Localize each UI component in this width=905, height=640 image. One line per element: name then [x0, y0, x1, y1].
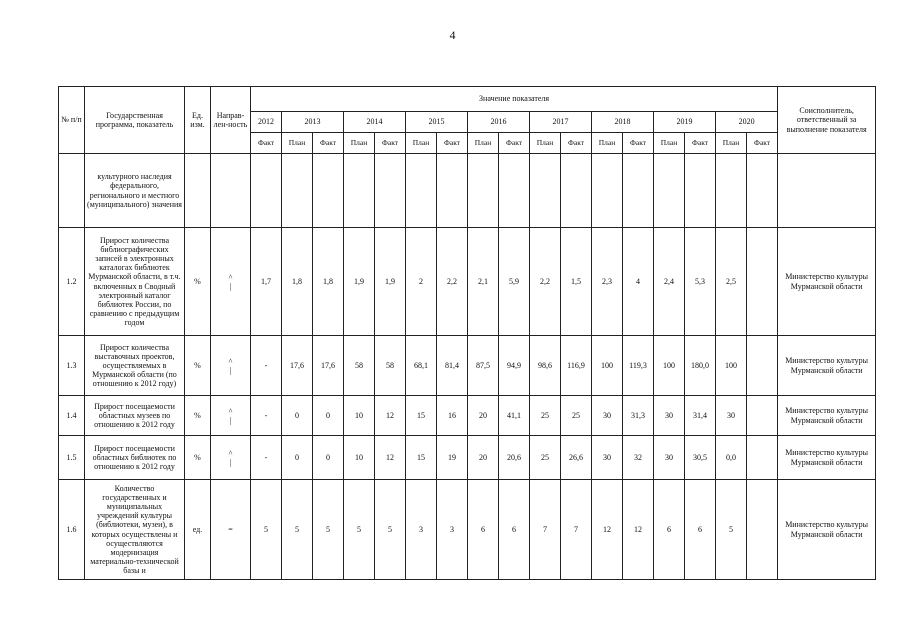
unit-cell: ед.: [185, 480, 211, 580]
value-cell: 94,9: [499, 336, 530, 396]
plan-header: План: [282, 133, 313, 154]
plan-header: План: [716, 133, 747, 154]
value-cell: 180,0: [685, 336, 716, 396]
value-cell: 1,8: [313, 228, 344, 336]
unit-cell: %: [185, 336, 211, 396]
plan-header: План: [592, 133, 623, 154]
direction-symbol-top: ^: [228, 448, 233, 458]
row-number: 1.5: [59, 436, 85, 480]
plan-header: План: [468, 133, 499, 154]
value-cell: 30: [654, 436, 685, 480]
value-cell: [747, 396, 778, 436]
value-cell: 2,4: [654, 228, 685, 336]
fact-header: Факт: [251, 133, 282, 154]
indicator-name: Прирост посещаемости областных библиотек по отношению к 2012 году: [85, 436, 185, 480]
year-header: 2016: [468, 112, 530, 133]
value-cell: 25: [561, 396, 592, 436]
year-header: 2013: [282, 112, 344, 133]
value-cell: -: [251, 336, 282, 396]
value-cell: 1,7: [251, 228, 282, 336]
value-cell: [561, 154, 592, 228]
value-cell: 119,3: [623, 336, 654, 396]
page-number: 4: [449, 28, 456, 42]
value-cell: 58: [375, 336, 406, 396]
fact-header: Факт: [313, 133, 344, 154]
value-cell: 12: [592, 480, 623, 580]
value-cell: 20: [468, 436, 499, 480]
value-cell: 5: [251, 480, 282, 580]
value-cell: 58: [344, 336, 375, 396]
value-cell: 19: [437, 436, 468, 480]
fact-header: Факт: [685, 133, 716, 154]
value-cell: 100: [654, 336, 685, 396]
value-cell: 1,8: [282, 228, 313, 336]
year-header: 2017: [530, 112, 592, 133]
header-direction: Направ-лен-ность: [211, 87, 251, 154]
value-cell: 3: [406, 480, 437, 580]
table-row: [59, 480, 876, 580]
value-cell: [716, 154, 747, 228]
direction-symbol-bottom: |: [229, 281, 232, 291]
value-cell: 5: [313, 480, 344, 580]
value-cell: [375, 154, 406, 228]
value-cell: 81,4: [437, 336, 468, 396]
row-number: 1.2: [59, 228, 85, 336]
value-cell: 5,3: [685, 228, 716, 336]
value-cell: 2,1: [468, 228, 499, 336]
value-cell: 20,6: [499, 436, 530, 480]
direction-symbol-top: ^: [228, 406, 233, 416]
value-cell: 25: [530, 436, 561, 480]
value-cell: 2,2: [437, 228, 468, 336]
value-cell: 87,5: [468, 336, 499, 396]
value-cell: 5: [375, 480, 406, 580]
responsible-cell: Министерство культуры Мурманской области: [778, 396, 876, 436]
value-cell: [251, 154, 282, 228]
value-cell: 12: [375, 436, 406, 480]
value-cell: 15: [406, 396, 437, 436]
value-cell: [344, 154, 375, 228]
year-header: 2019: [654, 112, 716, 133]
plan-header: План: [344, 133, 375, 154]
direction-symbol-top: =: [228, 525, 233, 534]
indicator-name: Прирост количества выставочных проектов, осуществляемых в Мурманской области (по отношению к 2012 году): [85, 336, 185, 396]
value-cell: 20: [468, 396, 499, 436]
value-cell: 10: [344, 436, 375, 480]
value-cell: 26,6: [561, 436, 592, 480]
value-cell: 10: [344, 396, 375, 436]
fact-header: Факт: [747, 133, 778, 154]
value-cell: 30,5: [685, 436, 716, 480]
value-cell: 0: [282, 436, 313, 480]
year-header: 2015: [406, 112, 468, 133]
value-cell: 5: [344, 480, 375, 580]
value-cell: 0: [282, 396, 313, 436]
value-cell: [530, 154, 561, 228]
value-cell: 17,6: [313, 336, 344, 396]
responsible-cell: Министерство культуры Мурманской области: [778, 228, 876, 336]
fact-header: Факт: [561, 133, 592, 154]
direction-symbol-top: ^: [228, 356, 233, 366]
responsible-cell: Министерство культуры Мурманской области: [778, 480, 876, 580]
value-cell: 25: [530, 396, 561, 436]
unit-cell: %: [185, 396, 211, 436]
value-cell: 1,5: [561, 228, 592, 336]
responsible-cell: Министерство культуры Мурманской области: [778, 436, 876, 480]
indicator-name: Количество государственных и муниципальных учреждений культуры (библиотеки, музеи), в которых осуществлены и осуществляются модернизация материально-технической базы и: [85, 480, 185, 580]
year-header: 2014: [344, 112, 406, 133]
value-cell: -: [251, 396, 282, 436]
value-cell: [499, 154, 530, 228]
responsible-cell: Министерство культуры Мурманской области: [778, 336, 876, 396]
value-cell: 12: [623, 480, 654, 580]
value-cell: 15: [406, 436, 437, 480]
value-cell: [623, 154, 654, 228]
value-cell: 30: [592, 436, 623, 480]
table-row: [59, 396, 876, 436]
direction-cell: [211, 154, 251, 228]
direction-symbol-bottom: |: [229, 457, 232, 467]
header-values: Значение показателя: [251, 87, 778, 112]
value-cell: 116,9: [561, 336, 592, 396]
value-cell: 1,9: [375, 228, 406, 336]
value-cell: [592, 154, 623, 228]
row-number: 1.3: [59, 336, 85, 396]
value-cell: 32: [623, 436, 654, 480]
plan-header: План: [406, 133, 437, 154]
value-cell: 7: [530, 480, 561, 580]
table-row: [59, 436, 876, 480]
year-header: 2018: [592, 112, 654, 133]
value-cell: 41,1: [499, 396, 530, 436]
value-cell: 30: [592, 396, 623, 436]
indicator-name: культурного наследия федерального, регионального и местного (муниципального) значения: [85, 154, 185, 228]
value-cell: [406, 154, 437, 228]
value-cell: 68,1: [406, 336, 437, 396]
value-cell: [654, 154, 685, 228]
header-num: № п/п: [59, 87, 85, 154]
value-cell: [778, 154, 876, 228]
value-cell: 5,9: [499, 228, 530, 336]
value-cell: 1,9: [344, 228, 375, 336]
value-cell: [747, 154, 778, 228]
value-cell: 4: [623, 228, 654, 336]
fact-header: Факт: [437, 133, 468, 154]
table-row: [59, 154, 876, 228]
value-cell: [747, 228, 778, 336]
table-row: [59, 336, 876, 396]
value-cell: 5: [716, 480, 747, 580]
row-number: 1.6: [59, 480, 85, 580]
direction-symbol-bottom: |: [229, 365, 232, 375]
value-cell: 98,6: [530, 336, 561, 396]
value-cell: 2,3: [592, 228, 623, 336]
indicator-name: Прирост количества библиографических записей в электронных каталогах библиотек Мурманской области, в т.ч. включенных в Сводный электронный каталог библиотек России, по сравнению с предыдущим годом: [85, 228, 185, 336]
value-cell: [437, 154, 468, 228]
year-header: 2020: [716, 112, 778, 133]
direction-cell: [211, 228, 251, 336]
fact-header: Факт: [499, 133, 530, 154]
value-cell: 16: [437, 396, 468, 436]
indicator-name: Прирост посещаемости областных музеев по отношению к 2012 году: [85, 396, 185, 436]
value-cell: 2: [406, 228, 437, 336]
value-cell: 30: [716, 396, 747, 436]
value-cell: 2,5: [716, 228, 747, 336]
value-cell: 12: [375, 396, 406, 436]
unit-cell: [185, 154, 211, 228]
value-cell: 100: [716, 336, 747, 396]
value-cell: 3: [437, 480, 468, 580]
direction-symbol-top: ^: [228, 272, 233, 282]
value-cell: 5: [282, 480, 313, 580]
plan-header: План: [654, 133, 685, 154]
value-cell: [685, 154, 716, 228]
value-cell: 6: [468, 480, 499, 580]
value-cell: 6: [685, 480, 716, 580]
value-cell: [747, 436, 778, 480]
direction-cell: [211, 396, 251, 436]
value-cell: 30: [654, 396, 685, 436]
fact-header: Факт: [375, 133, 406, 154]
value-cell: 7: [561, 480, 592, 580]
fact-header: Факт: [623, 133, 654, 154]
direction-symbol-bottom: |: [229, 415, 232, 425]
row-number: [59, 154, 85, 228]
unit-cell: %: [185, 228, 211, 336]
value-cell: 6: [654, 480, 685, 580]
value-cell: 2,2: [530, 228, 561, 336]
value-cell: 17,6: [282, 336, 313, 396]
header-unit: Ед. изм.: [185, 87, 211, 154]
value-cell: [282, 154, 313, 228]
header-name: Государственная программа, показатель: [85, 87, 185, 154]
value-cell: 31,4: [685, 396, 716, 436]
value-cell: 6: [499, 480, 530, 580]
row-number: 1.4: [59, 396, 85, 436]
plan-header: План: [530, 133, 561, 154]
direction-cell: [211, 336, 251, 396]
value-cell: [747, 480, 778, 580]
direction-cell: [211, 480, 251, 580]
value-cell: 0: [313, 396, 344, 436]
header-responsible: Соисполнитель, ответственный за выполнение показателя: [778, 87, 876, 154]
table-row: [59, 228, 876, 336]
indicators-table: [58, 86, 876, 580]
value-cell: 31,3: [623, 396, 654, 436]
direction-cell: [211, 436, 251, 480]
year-header: 2012: [251, 112, 282, 133]
value-cell: 100: [592, 336, 623, 396]
unit-cell: %: [185, 436, 211, 480]
value-cell: -: [251, 436, 282, 480]
value-cell: [747, 336, 778, 396]
value-cell: 0: [313, 436, 344, 480]
value-cell: 0,0: [716, 436, 747, 480]
value-cell: [468, 154, 499, 228]
value-cell: [313, 154, 344, 228]
